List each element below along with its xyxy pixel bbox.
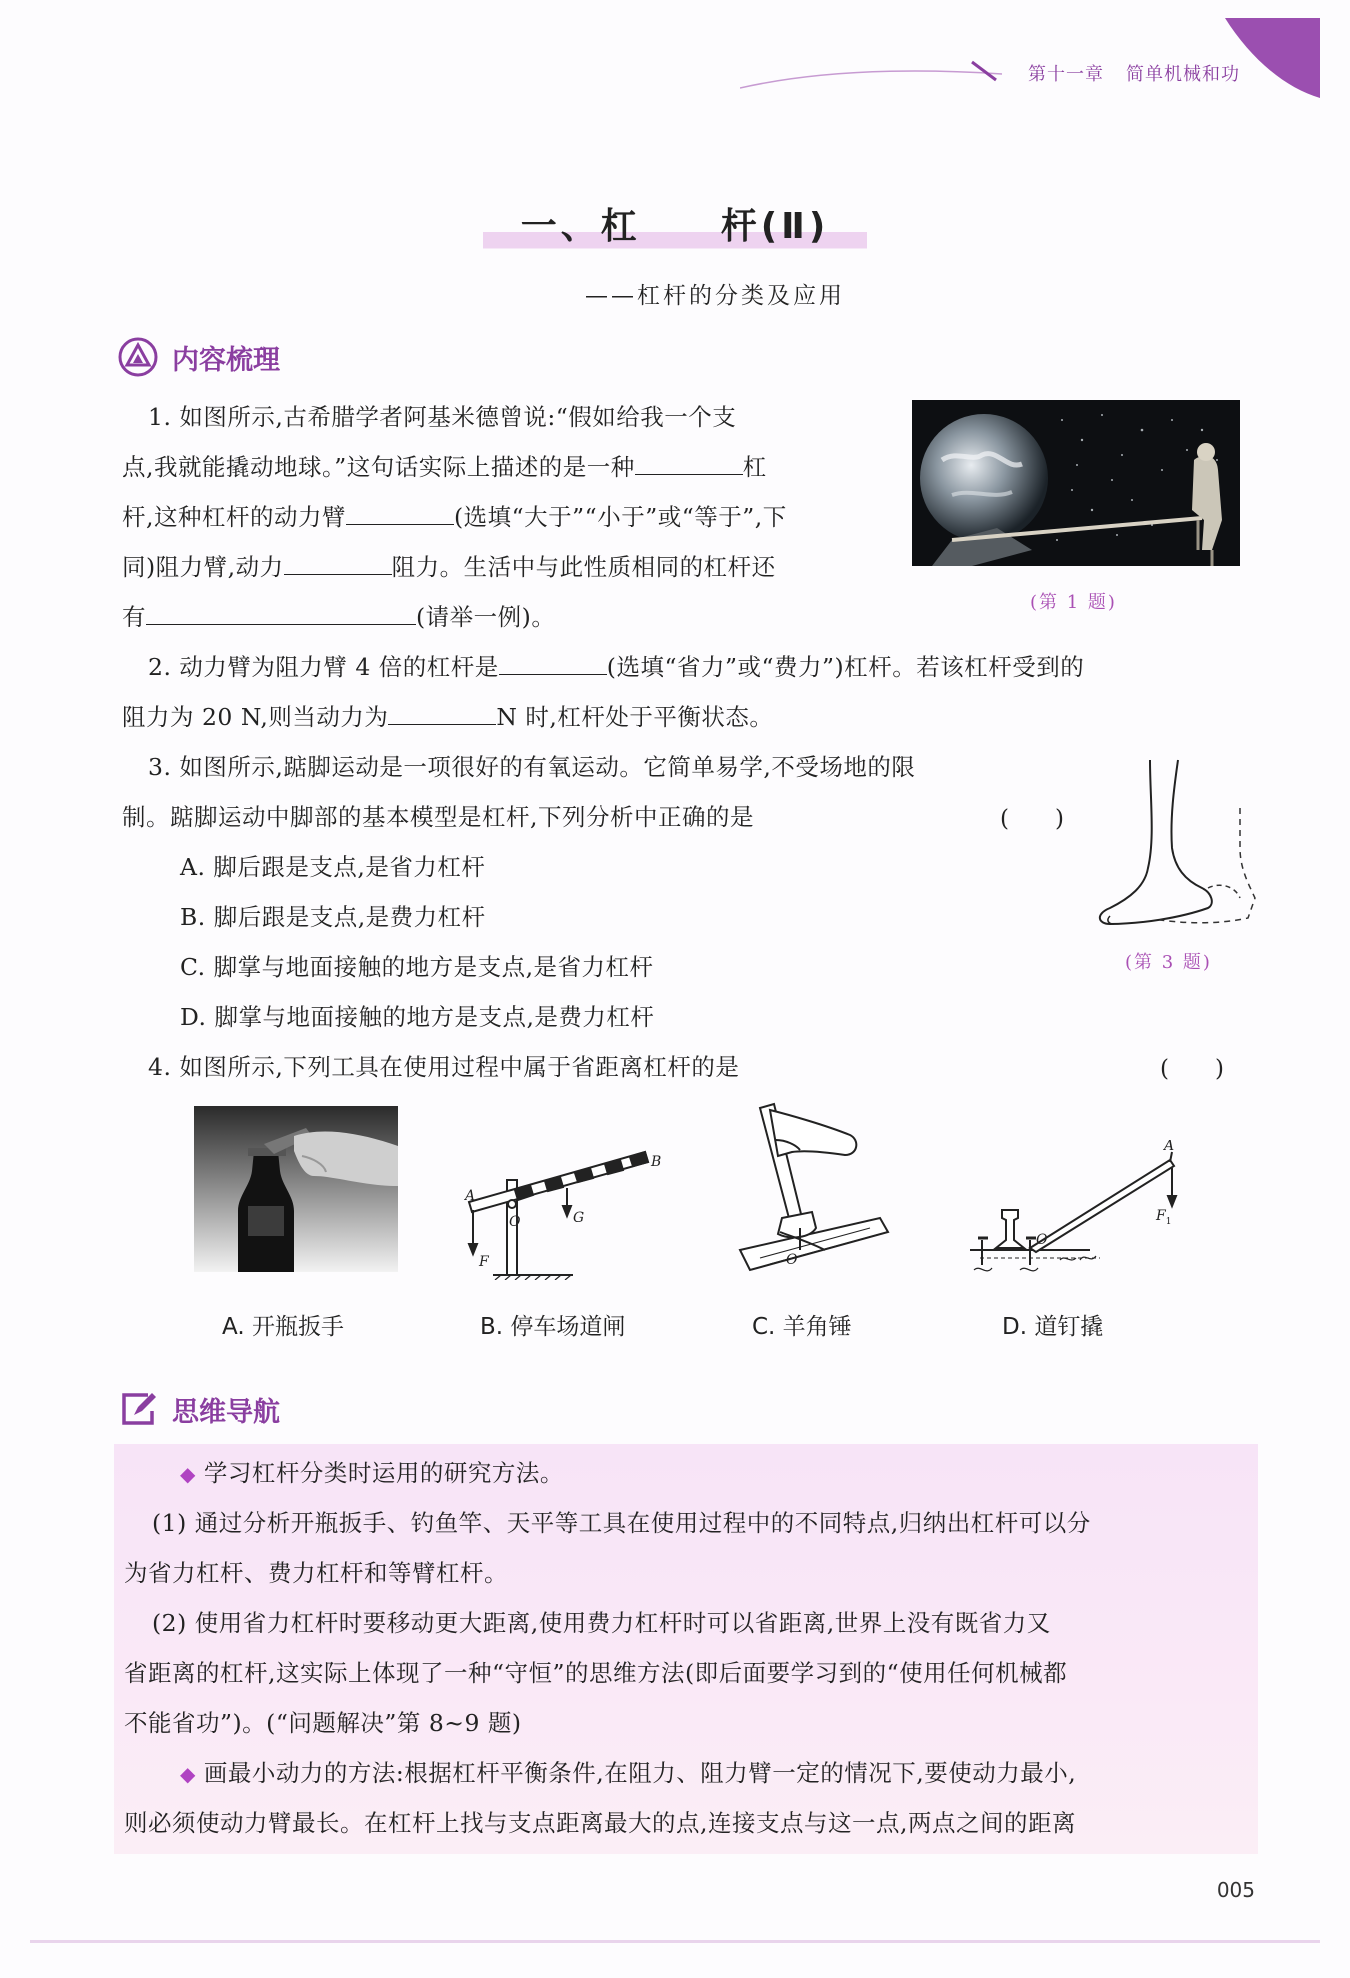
q2-line-2-text: 阻力为 20 N,则当动力为 [122,703,389,731]
page-title: 一、杠 杆(Ⅱ) [483,198,868,253]
think-p2-line-1: (1) 通过分析开瓶扳手、钓鱼竿、天平等工具在使用过程中的不同特点,归纳出杠杆可以分 [152,1509,1091,1537]
q1-line-3-text: 杆,这种杠杆的动力臂 [122,503,346,531]
think-point-1 [180,1448,564,1499]
q1-line-4 [122,542,776,592]
section-heading-content [118,337,280,377]
q1-line-2 [122,442,767,492]
q2-blank-2[interactable] [388,698,496,725]
think-p4-line-2: 则必须使动力臂最长。在杠杆上找与支点距离最大的点,连接支点与这一点,两点之间的距离 [124,1809,1076,1837]
q4-option-c[interactable]: C. 羊角锤 [752,1314,852,1340]
diamond-icon: ◆ [180,1762,196,1786]
q4-line-1: 4. 如图所示,下列工具在使用过程中属于省距离杠杆的是 [148,1053,740,1081]
q1-line-5-end: (请举一例)。 [416,603,556,631]
q3-option-a[interactable]: A. 脚后跟是支点,是省力杠杆 [180,853,486,881]
page-number: 005 [1216,1878,1255,1902]
figure-parking-barrier[interactable] [455,1140,675,1280]
label-b: B [651,1154,662,1170]
q4-option-a[interactable]: A. 开瓶扳手 [222,1314,344,1340]
figure-claw-hammer[interactable] [730,1100,890,1280]
label-o: O [509,1214,521,1230]
label-g: G [573,1210,585,1226]
q2-line-1 [148,642,1084,692]
footer-line [30,1940,1320,1943]
label-a: A [465,1188,476,1204]
header-swoosh [740,60,1010,100]
corner-decoration [1225,18,1320,98]
q3-line-1: 3. 如图所示,踮脚运动是一项很好的有氧运动。它简单易学,不受场地的限 [148,753,916,781]
q1-blank-3[interactable] [284,548,392,575]
q2-line-1-text: 2. 动力臂为阻力臂 4 倍的杠杆是 [148,653,499,681]
figure-1-caption: (第 1 题) [1030,592,1117,613]
q1-blank-1[interactable] [635,448,743,475]
figure-3-caption: (第 3 题) [1125,952,1212,973]
q3-option-c[interactable]: C. 脚掌与地面接触的地方是支点,是省力杠杆 [180,953,654,981]
figure-spike-puller[interactable] [960,1140,1190,1280]
label-f1-main: F [1156,1208,1166,1224]
q1-line-4-text: 同)阻力臂,动力 [122,553,284,581]
q1-line-3 [122,492,787,542]
q2-line-1-end: (选填“省力”或“费力”)杠杆。若该杠杆受到的 [606,653,1085,681]
figure-bottle-opener[interactable] [194,1106,398,1272]
title-wrap [0,198,1350,253]
label-f1-sub: 1 [1165,1217,1172,1227]
label-f1 [1155,1208,1171,1227]
diamond-icon: ◆ [180,1462,196,1486]
q1-blank-2[interactable] [346,498,454,525]
section-heading-text: 内容梳理 [172,344,280,376]
q1-line-4-end: 阻力。生活中与此性质相同的杠杆还 [391,553,776,581]
think-p3-line-3: 不能省功”)。(“问题解决”第 8~9 题) [124,1709,522,1737]
section-heading-thinking [118,1389,280,1429]
label-o: O [1036,1232,1048,1248]
header-chapter: 第十一章 [1028,64,1104,85]
label-o: O [786,1252,798,1268]
think-p2-line-2: 为省力杠杆、费力杠杆和等臂杠杆。 [124,1559,508,1587]
q4-answer-bracket[interactable]: ( ) [1160,1056,1224,1082]
label-a: A [1164,1140,1175,1154]
think-point-1-text: 学习杠杆分类时运用的研究方法。 [203,1459,564,1487]
q4-option-d[interactable]: D. 道钉撬 [1002,1314,1104,1340]
think-p3-line-2: 省距离的杠杆,这实际上体现了一种“守恒”的思维方法(即后面要学习到的“使用任何机械都 [124,1659,1068,1687]
q1-line-5-text: 有 [122,603,146,631]
q2-blank-1[interactable] [499,648,607,675]
q2-line-2-end: N 时,杠杆处于平衡状态。 [496,703,774,731]
edit-icon [118,1389,158,1429]
q3-option-b[interactable]: B. 脚后跟是支点,是费力杠杆 [180,903,486,931]
q3-answer-bracket[interactable]: ( ) [1000,806,1064,832]
q1-line-1: 1. 如图所示,古希腊学者阿基米德曾说:“假如给我一个支 [148,403,737,431]
label-f: F [479,1254,489,1270]
q1-line-2-text: 点,我就能撬动地球。”这句话实际上描述的是一种 [122,453,635,481]
think-point-2-text: 画最小动力的方法:根据杠杆平衡条件,在阻力、阻力臂一定的情况下,要使动力最小, [203,1759,1077,1787]
page-subtitle: ——杠杆的分类及应用 [585,283,845,309]
q2-line-2 [122,692,773,742]
figure-archimedes-earth [912,400,1240,566]
think-point-2 [180,1748,1076,1799]
q3-option-d[interactable]: D. 脚掌与地面接触的地方是支点,是费力杠杆 [180,1003,655,1031]
q1-blank-4[interactable] [146,598,416,625]
q1-line-2-end: 杠 [742,453,767,481]
q3-line-2: 制。踮脚运动中脚部的基本模型是杠杆,下列分析中正确的是 [122,803,754,831]
header-topic: 简单机械和功 [1126,64,1240,85]
q4-option-b[interactable]: B. 停车场道闸 [480,1314,626,1340]
figure-foot [1090,758,1260,930]
q1-line-3-end: (选填“大于”“小于”或“等于”,下 [453,503,787,531]
section-heading-text: 思维导航 [172,1396,280,1428]
header [1028,60,1240,86]
triangle-circle-icon [118,337,158,377]
q1-line-5 [122,592,555,642]
think-p3-line-1: (2) 使用省力杠杆时要移动更大距离,使用费力杠杆时可以省距离,世界上没有既省力又 [152,1609,1051,1637]
